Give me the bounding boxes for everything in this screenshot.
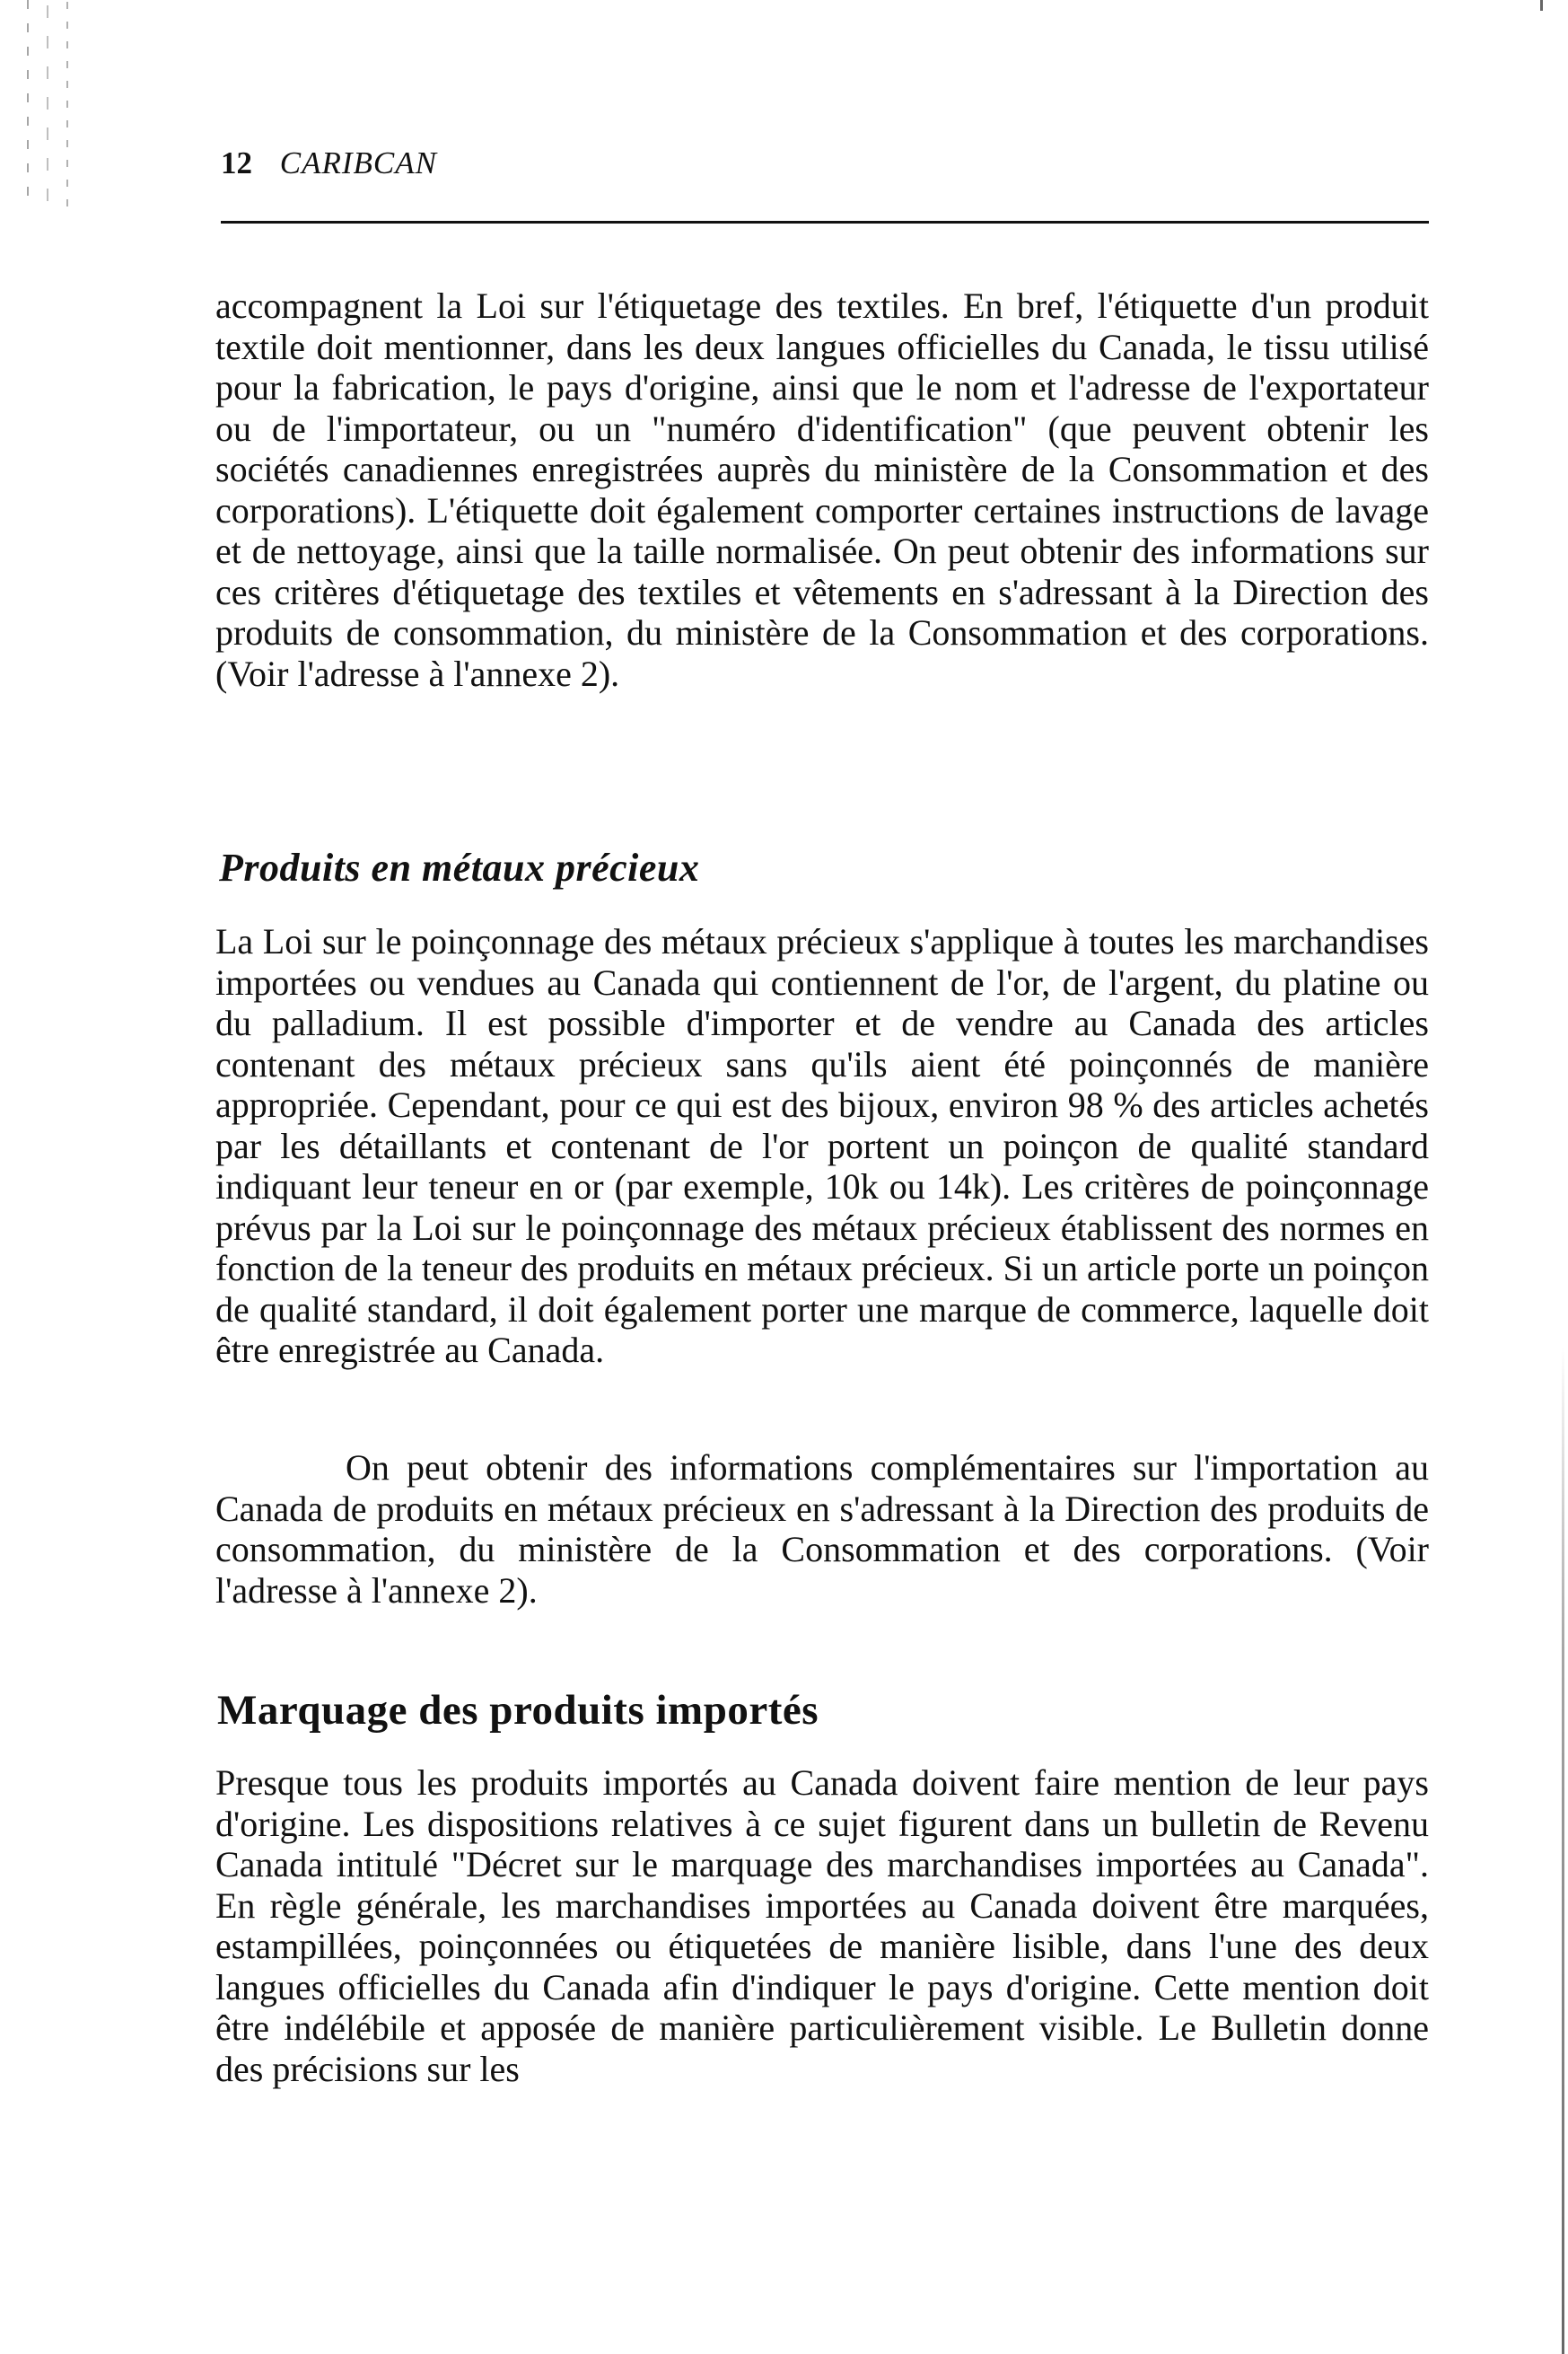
paragraph-textile-labeling: accompagnent la Loi sur l'étiquetage des textiles. En bref, l'étiquette d'un produit textile doit mentionner, dans les deux langues officielles du Canada, le tissu utilisé pour la fabrication, le pays d'origine, ainsi que le nom et l'adresse de l'exportateur ou de l'importateur, ou un "numéro d'identification" (que peuvent obtenir les sociétés canadiennes enregistrées auprès du ministère de la Consommation et des corporations). L'étiquette doit également comporter certaines instructions de lavage et de nettoyage, ainsi que la taille normalisée. On peut obtenir des informations sur ces critères d'étiquetage des textiles et vêtements en s'adressant à la Direction des produits de consommation, du ministère de la Consommation et des corporations. (Voir l'adresse à l'annexe 2). [215, 285, 1429, 694]
scan-artifact-right [1562, 1347, 1564, 2354]
journal-title: CARIBCAN [279, 145, 437, 180]
paragraph-precious-metals-act: La Loi sur le poinçonnage des métaux précieux s'applique à toutes les marchandises importées ou vendues au Canada qui contiennent de l'or, de l'argent, du platine ou du palladium. Il est possible d'importer et de vendre au Canada des articles contenant des métaux précieux sans qu'ils aient été poinçonnés de manière appropriée. Cependant, pour ce qui est des bijoux, environ 98 % des articles achetés par les détaillants et contenant de l'or portent un poinçon de qualité standard indiquant leur teneur en or (par exemple, 10k ou 14k). Les critères de poinçonnage prévus par la Loi sur le poinçonnage des métaux précieux établissent des normes en fonction de la teneur des produits en métaux précieux. Si un article porte un poinçon de qualité standard, il doit également porter une marque de commerce, laquelle doit être enregistrée au Canada. [215, 921, 1429, 1370]
section-heading-marking: Marquage des produits importés [217, 1687, 819, 1734]
section-heading-precious-metals: Produits en métaux précieux [219, 846, 700, 890]
page-number: 12 [221, 145, 252, 180]
header-rule [221, 221, 1429, 224]
paragraph-precious-metals-info: On peut obtenir des informations complémentaires sur l'importation au Canada de produits en métaux précieux en s'adressant à la Direction des produits de consommation, du ministère de la Consommation et des corporations. (Voir l'adresse à l'annexe 2). [215, 1447, 1429, 1611]
running-header [221, 144, 437, 183]
paragraph-marking-imported-goods: Presque tous les produits importés au Canada doivent faire mention de leur pays d'origine. Les dispositions relatives à ce sujet figurent dans un bulletin de Revenu Canada intitulé "Décret sur le marquage des marchandises importées au Canada". En règle générale, les marchandises importées au Canada doivent être marquées, estampillées, poinçonnées ou étiquetées de manière lisible, dans l'une des deux langues officielles du Canada afin d'indiquer le pays d'origine. Cette mention doit être indélébile et apposée de manière particulièrement visible. Le Bulletin donne des précisions sur les [215, 1762, 1429, 2089]
scan-artifact-left [20, 0, 74, 206]
scan-artifact-top-right [1540, 0, 1543, 11]
